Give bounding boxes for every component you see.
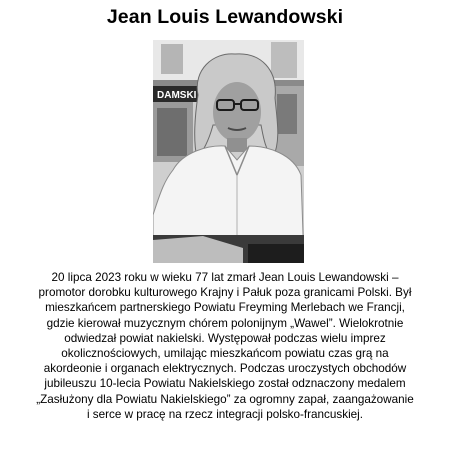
text-line: odwiedzał powiat nakielski. Występował podczas wielu imprez (64, 331, 386, 345)
text-line: i serce w pracę na rzecz integracji polsko-francuskiej. (86, 407, 364, 421)
page-title: Jean Louis Lewandowski (106, 6, 344, 28)
text-line: akordeonie i organach elektrycznych. Podczas uroczystych obchodów (43, 362, 407, 376)
obituary-text (6, 270, 444, 422)
portrait-photo (153, 40, 304, 263)
text-line: promotor dorobku kulturowego Krajny i Pałuk poza granicami Polski. Był (38, 286, 412, 300)
text-line: jubileuszu 10-lecia Powiatu Nakielskiego został odznaczony medalem (44, 377, 406, 391)
text-line: okolicznościowych, umilając mieszkańcom powiatu czas grą na (61, 347, 389, 361)
text-line: mieszkańcem partnerskiego Powiatu Freyming Merlebach we Francji, (45, 301, 405, 315)
shop-sign-text: DAMSKI (157, 90, 197, 101)
text-line: „Zasłużony dla Powiatu Nakielskiego” za ogromny zapał, zaangażowanie (36, 392, 414, 406)
text-line: 20 lipca 2023 roku w wieku 77 lat zmarł Jean Louis Lewandowski – (51, 271, 399, 284)
text-line: gdzie kierował muzycznym chórem polonijnym „Wawel”. Wielokrotnie (46, 316, 404, 330)
